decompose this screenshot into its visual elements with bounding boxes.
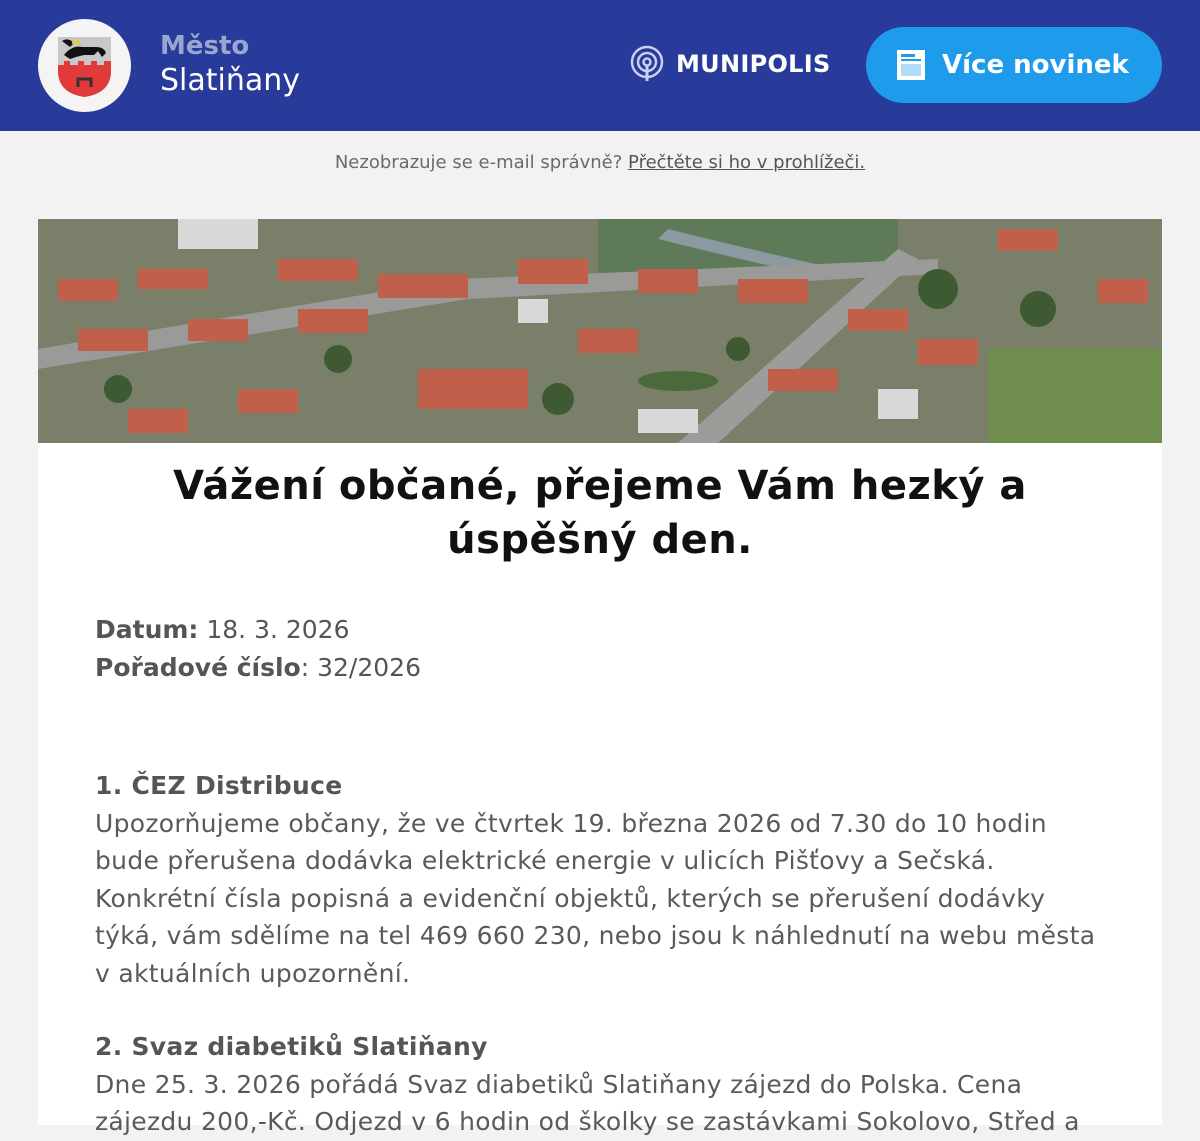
issue-number-label: Pořadové číslo — [95, 653, 301, 682]
view-in-browser-notice — [0, 0, 1200, 173]
newsletter-card — [38, 219, 1162, 1136]
news-item-body: Upozorňujeme občany, že ve čtvrtek 19. března 2026 od 7.30 do 10 hodin bude přerušena dodávka elektrické energie v ulicích Pišťovy a Sečská. Konkrétní čísla popisná a evidenční objektů, kterých se přerušení dodávky týká, vám sdělíme na tel 469 660 230, nebo jsou k náhlednutí na webu města v aktuálních upozornění. — [95, 808, 1096, 988]
news-item — [95, 767, 1105, 992]
notice-text: Nezobrazuje se e-mail správně? — [334, 152, 629, 173]
town-aerial-photo — [38, 219, 1162, 443]
newsletter-meta — [95, 611, 1162, 687]
aerial-photo-image — [38, 219, 1162, 443]
date-row — [95, 611, 1162, 649]
date-value: 18. 3. 2026 — [198, 615, 350, 644]
town-name: Slatiňany — [160, 63, 301, 98]
news-item-body: Dne 25. 3. 2026 pořádá Svaz diabetiků Slatiňany zájezd do Polska. Cena zájezdu 200,-Kč. Odjezd v 6 hodin od školky se zastávkami Sokolovo, Střed a — [95, 1069, 1080, 1136]
greeting-heading: Vážení občané, přejeme Vám hezký a úspěšný den. — [173, 463, 1027, 563]
town-prefix: Město — [160, 31, 250, 61]
more-news-label: Více novinek — [942, 50, 1129, 80]
issue-number-row — [95, 649, 1162, 687]
issue-number-value: : 32/2026 — [300, 653, 421, 682]
news-item — [95, 1028, 1105, 1141]
provider-name: MUNIPOLIS — [676, 50, 831, 78]
view-in-browser-link[interactable]: Přečtěte si ho v prohlížeči. — [628, 152, 866, 173]
news-item-title: 1. ČEZ Distribuce — [95, 771, 343, 800]
news-item-title: 2. Svaz diabetiků Slatiňany — [95, 1032, 488, 1061]
date-label: Datum: — [95, 615, 199, 644]
